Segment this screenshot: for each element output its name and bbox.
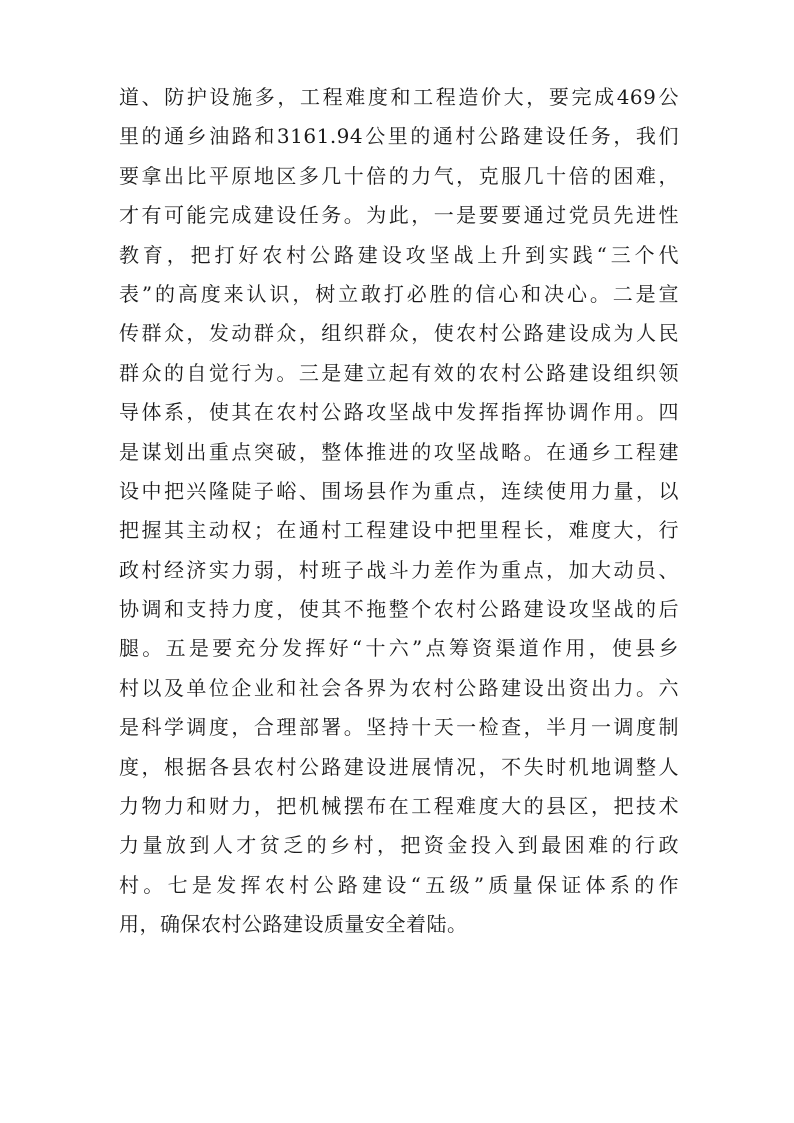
text-line: 政村经济实力弱，村班子战斗力差作为重点，加大动员、 — [119, 557, 679, 582]
text-line: 腿。五是要充分发挥好“十六”点筹资渠道作用，使县乡 — [119, 636, 679, 661]
text-line: 设中把兴隆陡子峪、围场县作为重点，连续使用力量，以 — [119, 478, 679, 503]
text-line: 村。七是发挥农村公路建设“五级”质量保证体系的作 — [119, 872, 679, 897]
text-line: 力量放到人才贫乏的乡村，把资金投入到最困难的行政 — [119, 833, 679, 858]
text-line: 度，根据各县农村公路建设进展情况，不失时机地调整人 — [119, 754, 679, 779]
text-line: 表”的高度来认识，树立敢打必胜的信心和决心。二是宣 — [119, 281, 679, 306]
text-line: 协调和支持力度，使其不拖整个农村公路建设攻坚战的后 — [119, 597, 679, 622]
text-line: 用，确保农村公路建设质量安全着陆。 — [119, 912, 468, 937]
text-line: 群众的自觉行为。三是建立起有效的农村公路建设组织领 — [119, 360, 679, 385]
text-line: 导体系，使其在农村公路攻坚战中发挥指挥协调作用。四 — [119, 400, 679, 425]
text-line: 是谋划出重点突破，整体推进的攻坚战略。在通乡工程建 — [119, 439, 679, 464]
text-line: 道、防护设施多，工程难度和工程造价大，要完成469公 — [119, 85, 679, 109]
text-line: 力物力和财力，把机械摆布在工程难度大的县区，把技术 — [119, 794, 679, 819]
text-line: 传群众，发动群众，组织群众，使农村公路建设成为人民 — [119, 321, 679, 346]
text-line: 把握其主动权；在通村工程建设中把里程长，难度大，行 — [119, 518, 679, 543]
text-line: 村以及单位企业和社会各界为农村公路建设出资出力。六 — [119, 675, 679, 700]
text-line: 是科学调度，合理部署。坚持十天一检查，半月一调度制 — [119, 715, 679, 740]
text-line: 才有可能完成建设任务。为此，一是要要通过党员先进性 — [119, 203, 679, 228]
text-line: 里的通乡油路和3161.94公里的通村公路建设任务，我们 — [119, 124, 679, 149]
text-line: 教育，把打好农村公路建设攻坚战上升到实践“三个代 — [119, 242, 679, 267]
text-line: 要拿出比平原地区多几十倍的力气，克服几十倍的困难， — [119, 163, 679, 188]
body-paragraph — [119, 78, 679, 945]
